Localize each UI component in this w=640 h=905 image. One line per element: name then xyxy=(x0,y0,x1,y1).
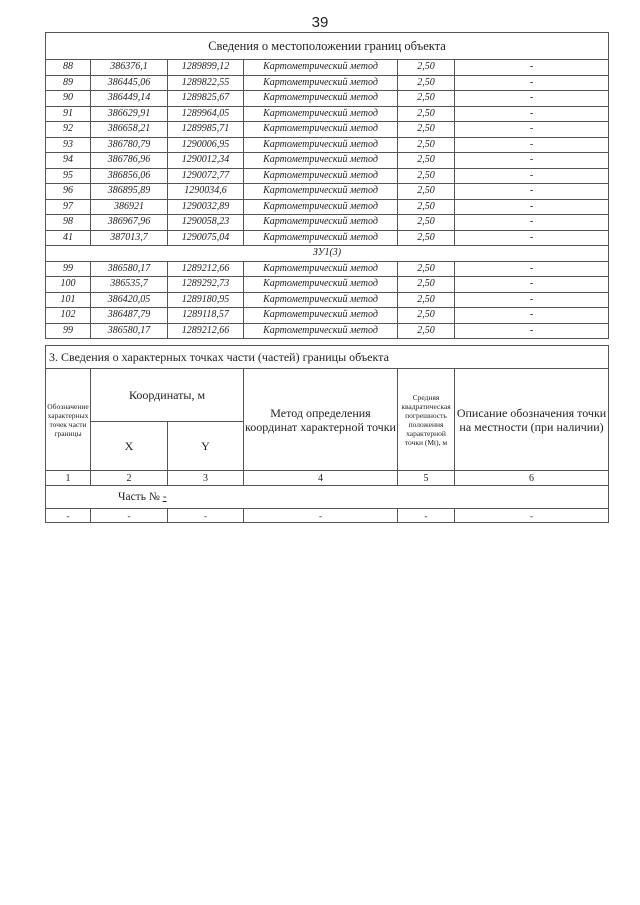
table-cell: 1290032,89 xyxy=(168,199,244,215)
table-cell: 1290072,77 xyxy=(168,168,244,184)
table-cell: 1289899,12 xyxy=(168,60,244,76)
table-cell: Картометрический метод xyxy=(244,230,398,246)
table-cell: 386535,7 xyxy=(91,277,168,293)
table-row xyxy=(46,215,609,231)
table-cell: 2,50 xyxy=(398,308,455,324)
table-cell: - xyxy=(455,277,609,293)
table-cell: Картометрический метод xyxy=(244,137,398,153)
table-cell: 2,50 xyxy=(398,60,455,76)
table-cell: - xyxy=(455,75,609,91)
part-label: Часть № xyxy=(118,491,160,503)
table-cell: Картометрический метод xyxy=(244,153,398,169)
table-cell: 2,50 xyxy=(398,184,455,200)
table-cell: 91 xyxy=(46,106,91,122)
table-cell: Картометрический метод xyxy=(244,168,398,184)
table-cell: 88 xyxy=(46,60,91,76)
table-cell: - xyxy=(455,137,609,153)
table-cell: Картометрический метод xyxy=(244,122,398,138)
table-cell: 1290058,23 xyxy=(168,215,244,231)
table-cell: - xyxy=(455,308,609,324)
table-cell: 386449,14 xyxy=(91,91,168,107)
table-cell: 41 xyxy=(46,230,91,246)
table-cell: 2,50 xyxy=(398,323,455,339)
table-cell: 95 xyxy=(46,168,91,184)
table-cell: 99 xyxy=(46,323,91,339)
table-cell: 386629,91 xyxy=(91,106,168,122)
table-cell: 97 xyxy=(46,199,91,215)
empty-data-row xyxy=(46,509,609,523)
header-description: Описание обозначения точки на местности (при наличии) xyxy=(455,369,609,471)
table-cell: Картометрический метод xyxy=(244,184,398,200)
column-number: 6 xyxy=(455,471,609,486)
table-cell: Картометрический метод xyxy=(244,215,398,231)
coordinates-section-title: Сведения о местоположении границ объекта xyxy=(46,33,609,60)
table-row xyxy=(46,122,609,138)
part-points-section-title: 3. Сведения о характерных точках части (частей) границы объекта xyxy=(46,346,609,369)
table-cell: 2,50 xyxy=(398,75,455,91)
table-row xyxy=(46,323,609,339)
table-cell: - xyxy=(398,509,455,523)
boundary-coordinates-table xyxy=(45,32,609,339)
table-cell: - xyxy=(455,106,609,122)
table-cell: 386580,17 xyxy=(91,261,168,277)
table-row xyxy=(46,277,609,293)
table-cell: 2,50 xyxy=(398,277,455,293)
table-cell: 1290006,95 xyxy=(168,137,244,153)
header-y: Y xyxy=(168,422,244,471)
table-title-row xyxy=(46,33,609,60)
table-cell: Картометрический метод xyxy=(244,60,398,76)
part-points-table xyxy=(45,345,609,523)
table-cell: Картометрический метод xyxy=(244,292,398,308)
table-cell: - xyxy=(455,261,609,277)
table-cell: 386487,79 xyxy=(91,308,168,324)
table-cell: 94 xyxy=(46,153,91,169)
table-cell: 96 xyxy=(46,184,91,200)
table-cell: 386376,1 xyxy=(91,60,168,76)
table-cell: 2,50 xyxy=(398,215,455,231)
table-cell: 386856,06 xyxy=(91,168,168,184)
table-row xyxy=(46,137,609,153)
part-row xyxy=(46,486,609,509)
table-cell: 92 xyxy=(46,122,91,138)
header-method: Метод определения координат характерной точки xyxy=(244,369,398,471)
table-cell: 99 xyxy=(46,261,91,277)
page-number: 39 xyxy=(311,14,329,31)
table-cell: 2,50 xyxy=(398,122,455,138)
table-cell: 1289180,95 xyxy=(168,292,244,308)
table-cell: - xyxy=(455,215,609,231)
table-row xyxy=(46,184,609,200)
table-cell: Картометрический метод xyxy=(244,91,398,107)
table-cell: - xyxy=(455,153,609,169)
table-cell: - xyxy=(91,509,168,523)
table-cell: 386658,21 xyxy=(91,122,168,138)
table-cell: 386780,79 xyxy=(91,137,168,153)
table-cell: - xyxy=(455,60,609,76)
table-cell: 1289822,55 xyxy=(168,75,244,91)
table-row xyxy=(46,261,609,277)
column-number: 5 xyxy=(398,471,455,486)
table-cell: 386420,05 xyxy=(91,292,168,308)
table-cell: 1289985,71 xyxy=(168,122,244,138)
table-cell: - xyxy=(455,122,609,138)
table-cell: 386445,06 xyxy=(91,75,168,91)
table-row xyxy=(46,75,609,91)
table-cell: - xyxy=(455,323,609,339)
section-title-row xyxy=(46,346,609,369)
table-cell: 90 xyxy=(46,91,91,107)
table-cell: 2,50 xyxy=(398,292,455,308)
table-cell: 2,50 xyxy=(398,168,455,184)
table-cell: - xyxy=(455,168,609,184)
table-cell: 1289964,05 xyxy=(168,106,244,122)
table-cell: 386786,96 xyxy=(91,153,168,169)
table-row xyxy=(46,106,609,122)
table-cell: - xyxy=(455,509,609,523)
column-number: 2 xyxy=(91,471,168,486)
table-cell: 2,50 xyxy=(398,199,455,215)
table-cell: 93 xyxy=(46,137,91,153)
table-row xyxy=(46,153,609,169)
table-cell: 1289825,67 xyxy=(168,91,244,107)
table-cell: 1289292,73 xyxy=(168,277,244,293)
table-cell: 2,50 xyxy=(398,106,455,122)
table-cell: - xyxy=(168,509,244,523)
table-row xyxy=(46,292,609,308)
column-number: 3 xyxy=(168,471,244,486)
table-cell: Картометрический метод xyxy=(244,75,398,91)
table-row xyxy=(46,60,609,76)
parcel-subheader: ЗУ1(3) xyxy=(46,246,609,262)
header-error: Средняя квадратическая погрешность положения характерной точки (Mt), м xyxy=(398,369,455,471)
table-cell: 1289212,66 xyxy=(168,261,244,277)
table-cell: 386895,89 xyxy=(91,184,168,200)
header-designation: Обозначение характерных точек части границы xyxy=(46,369,91,471)
table-cell: 2,50 xyxy=(398,91,455,107)
table-cell: - xyxy=(244,509,398,523)
table-cell: 102 xyxy=(46,308,91,324)
header-x: X xyxy=(91,422,168,471)
header-coordinates: Координаты, м xyxy=(91,369,244,422)
table-cell: Картометрический метод xyxy=(244,277,398,293)
column-number: 1 xyxy=(46,471,91,486)
table-cell: 89 xyxy=(46,75,91,91)
table-row xyxy=(46,308,609,324)
table-cell: - xyxy=(46,509,91,523)
table-cell: 1289212,66 xyxy=(168,323,244,339)
table-cell: 387013,7 xyxy=(91,230,168,246)
table-cell: - xyxy=(455,230,609,246)
table-cell: 2,50 xyxy=(398,261,455,277)
table-cell: 2,50 xyxy=(398,153,455,169)
table-row xyxy=(46,230,609,246)
table-cell: 1290075,04 xyxy=(168,230,244,246)
table-cell: - xyxy=(455,292,609,308)
table-cell: - xyxy=(455,184,609,200)
table-row xyxy=(46,91,609,107)
table-cell: 386967,96 xyxy=(91,215,168,231)
table-cell: 1289118,57 xyxy=(168,308,244,324)
table-cell: Картометрический метод xyxy=(244,106,398,122)
subheader-row xyxy=(46,246,609,262)
table-cell: 1290012,34 xyxy=(168,153,244,169)
column-number-row xyxy=(46,471,609,486)
table-cell: 101 xyxy=(46,292,91,308)
header-row-1 xyxy=(46,369,609,422)
table-cell: Картометрический метод xyxy=(244,199,398,215)
part-value: - xyxy=(162,491,167,503)
table-cell: 98 xyxy=(46,215,91,231)
table-cell: Картометрический метод xyxy=(244,308,398,324)
table-cell: Картометрический метод xyxy=(244,261,398,277)
table-cell: 386580,17 xyxy=(91,323,168,339)
column-number: 4 xyxy=(244,471,398,486)
table-cell: - xyxy=(455,91,609,107)
table-cell: 1290034,6 xyxy=(168,184,244,200)
table-cell: 386921 xyxy=(91,199,168,215)
table-cell: - xyxy=(455,199,609,215)
part-number-cell xyxy=(46,486,609,509)
table-row xyxy=(46,168,609,184)
table-cell: 100 xyxy=(46,277,91,293)
table-cell: 2,50 xyxy=(398,230,455,246)
table-cell: Картометрический метод xyxy=(244,323,398,339)
table-cell: 2,50 xyxy=(398,137,455,153)
table-row xyxy=(46,199,609,215)
